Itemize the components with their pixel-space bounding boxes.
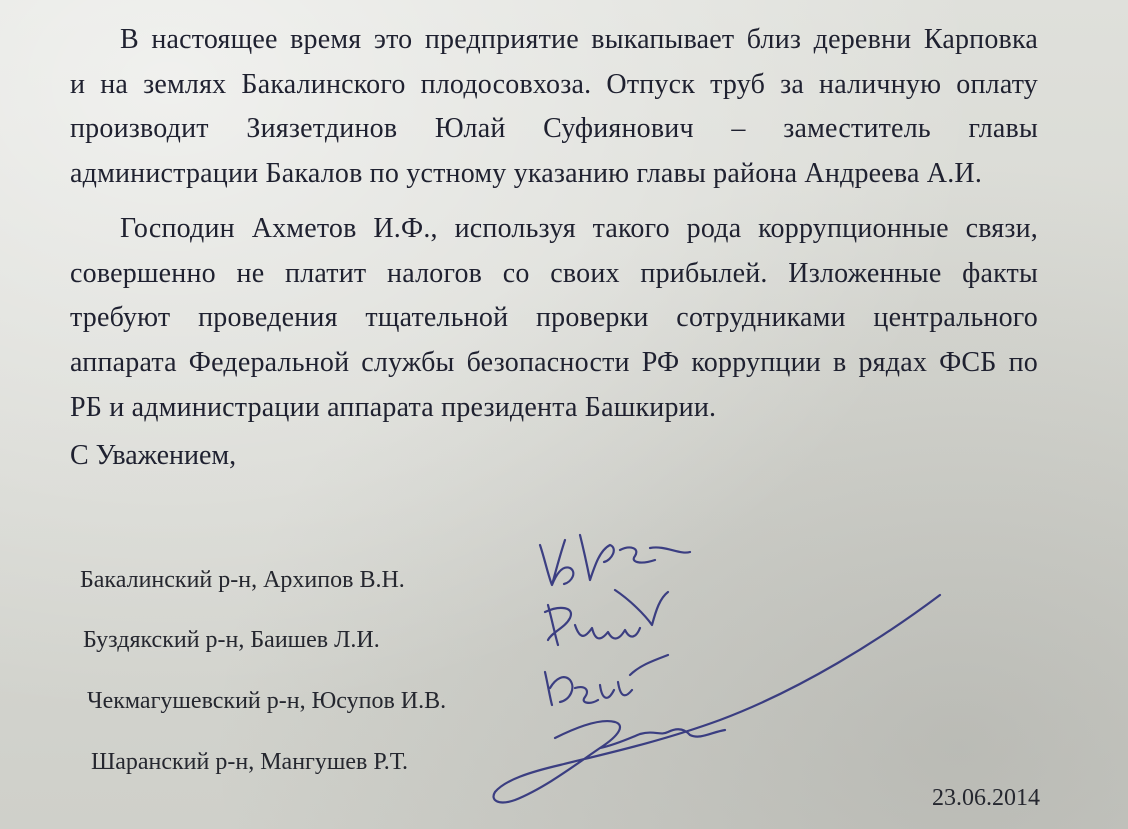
paragraph-1 <box>70 18 1038 197</box>
signature-flourish <box>494 595 940 802</box>
document-date: 23.06.2014 <box>932 785 1040 811</box>
paragraph-2-line-1: Господин Ахметов И.Ф., используя такого рода коррупционные связи, <box>120 213 1038 244</box>
paragraph-2-line-5: РБ и администрации аппарата президента Башкирии. <box>70 391 717 423</box>
paragraph-1-line-1: В настоящее время это предприятие выкапывает близ деревни Карповка <box>120 24 1038 55</box>
signature-3 <box>545 655 668 705</box>
signature-1 <box>540 535 690 585</box>
paragraph-2-line-3: требуют проведения тщательной проверки сотрудниками центрального <box>70 302 1038 334</box>
paragraph-1-line-2: и на землях Бакалинского плодосовхоза. Отпуск труб за наличную оплату <box>70 68 1038 100</box>
signature-2 <box>545 590 668 645</box>
signatory-1: Бакалинский р-н, Архипов В.Н. <box>80 567 405 593</box>
paragraph-1-line-3: производит Зиязетдинов Юлай Суфиянович – заместитель главы <box>70 113 1038 145</box>
paragraph-2 <box>70 207 1038 431</box>
paragraph-2-line-4: аппарата Федеральной службы безопасности РФ коррупции в рядах ФСБ по <box>70 347 1038 379</box>
paragraph-1-line-4: администрации Бакалов по устному указанию главы района Андреева А.И. <box>70 158 983 190</box>
signatory-2: Буздякский р-н, Баишев Л.И. <box>83 627 380 653</box>
closing-salutation: С Уважением, <box>70 440 237 471</box>
signatory-4: Шаранский р-н, Мангушев Р.Т. <box>91 749 408 775</box>
paragraph-2-line-2: совершенно не платит налогов со своих прибылей. Изложенные факты <box>70 257 1038 289</box>
signatory-3: Чекмагушевский р-н, Юсупов И.В. <box>87 688 447 714</box>
